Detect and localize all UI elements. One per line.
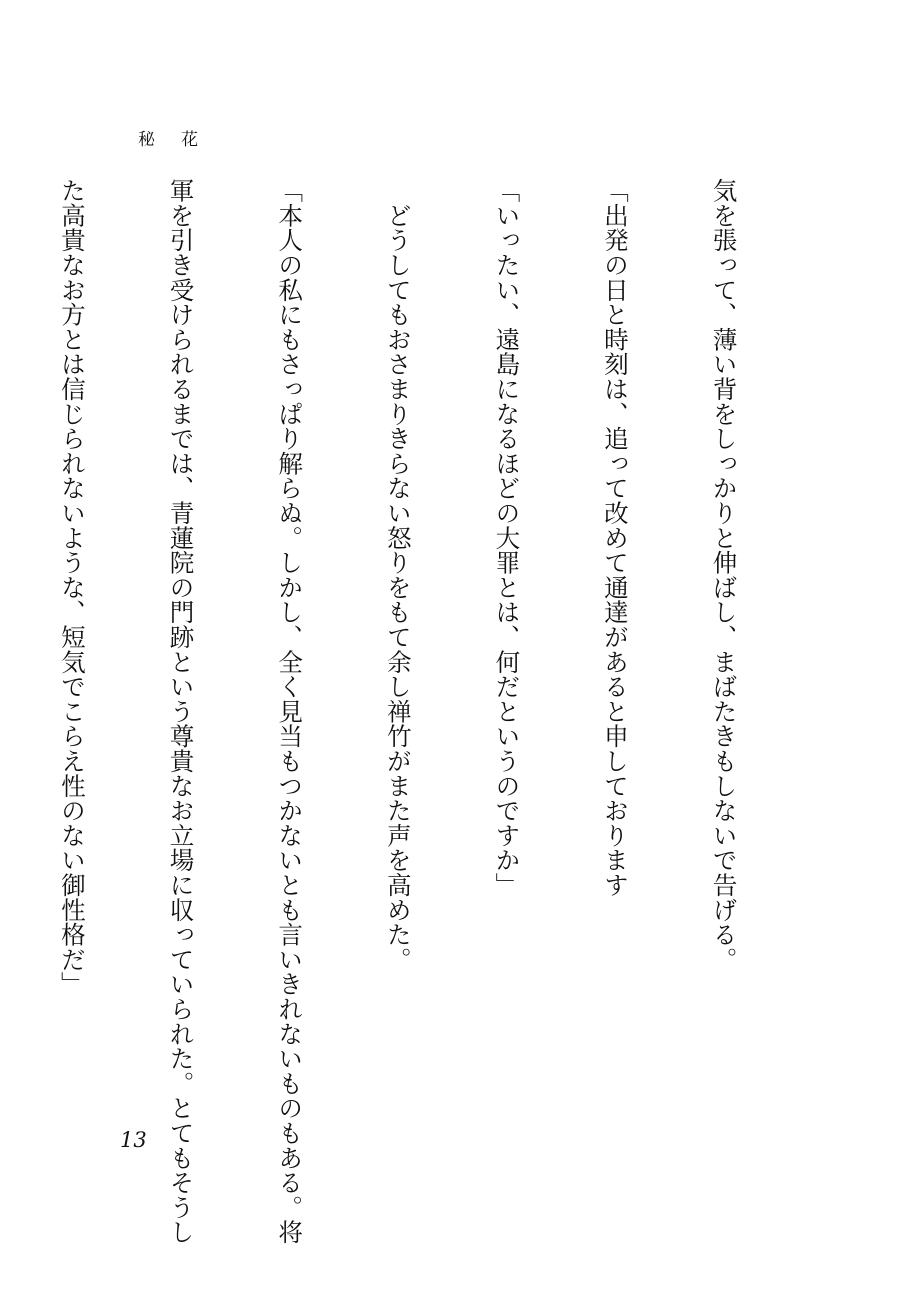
running-title: 秘花: [138, 130, 224, 150]
text-line: 軍を引き受けられるまでは、青蓮院の門跡という尊貴なお立場に収っていられた。とてもそうし: [166, 178, 196, 1245]
text-line: 気を張って、薄い背をしっかりと伸ばし、まばたきもしないで告げる。: [709, 178, 739, 972]
page-number: 13: [120, 1128, 147, 1152]
text-line: 「出発の日と時刻は、追って改めて通達があると申しております: [600, 178, 630, 898]
text-line: どうしてもおさまりきらない怒りをもて余し禅竹がまた声を高めた。: [383, 178, 413, 972]
text-line: た高貴なお方とは信じられないような、短気でこらえ性のない御性格だ」: [57, 178, 87, 997]
text-line: 「いったい、遠島になるほどの大罪とは、何だというのですか」: [492, 178, 522, 898]
text-line: 「本人の私にもさっぱり解らぬ。しかし、全く見当もつかないとも言いきれないものもある。将: [275, 178, 305, 1245]
